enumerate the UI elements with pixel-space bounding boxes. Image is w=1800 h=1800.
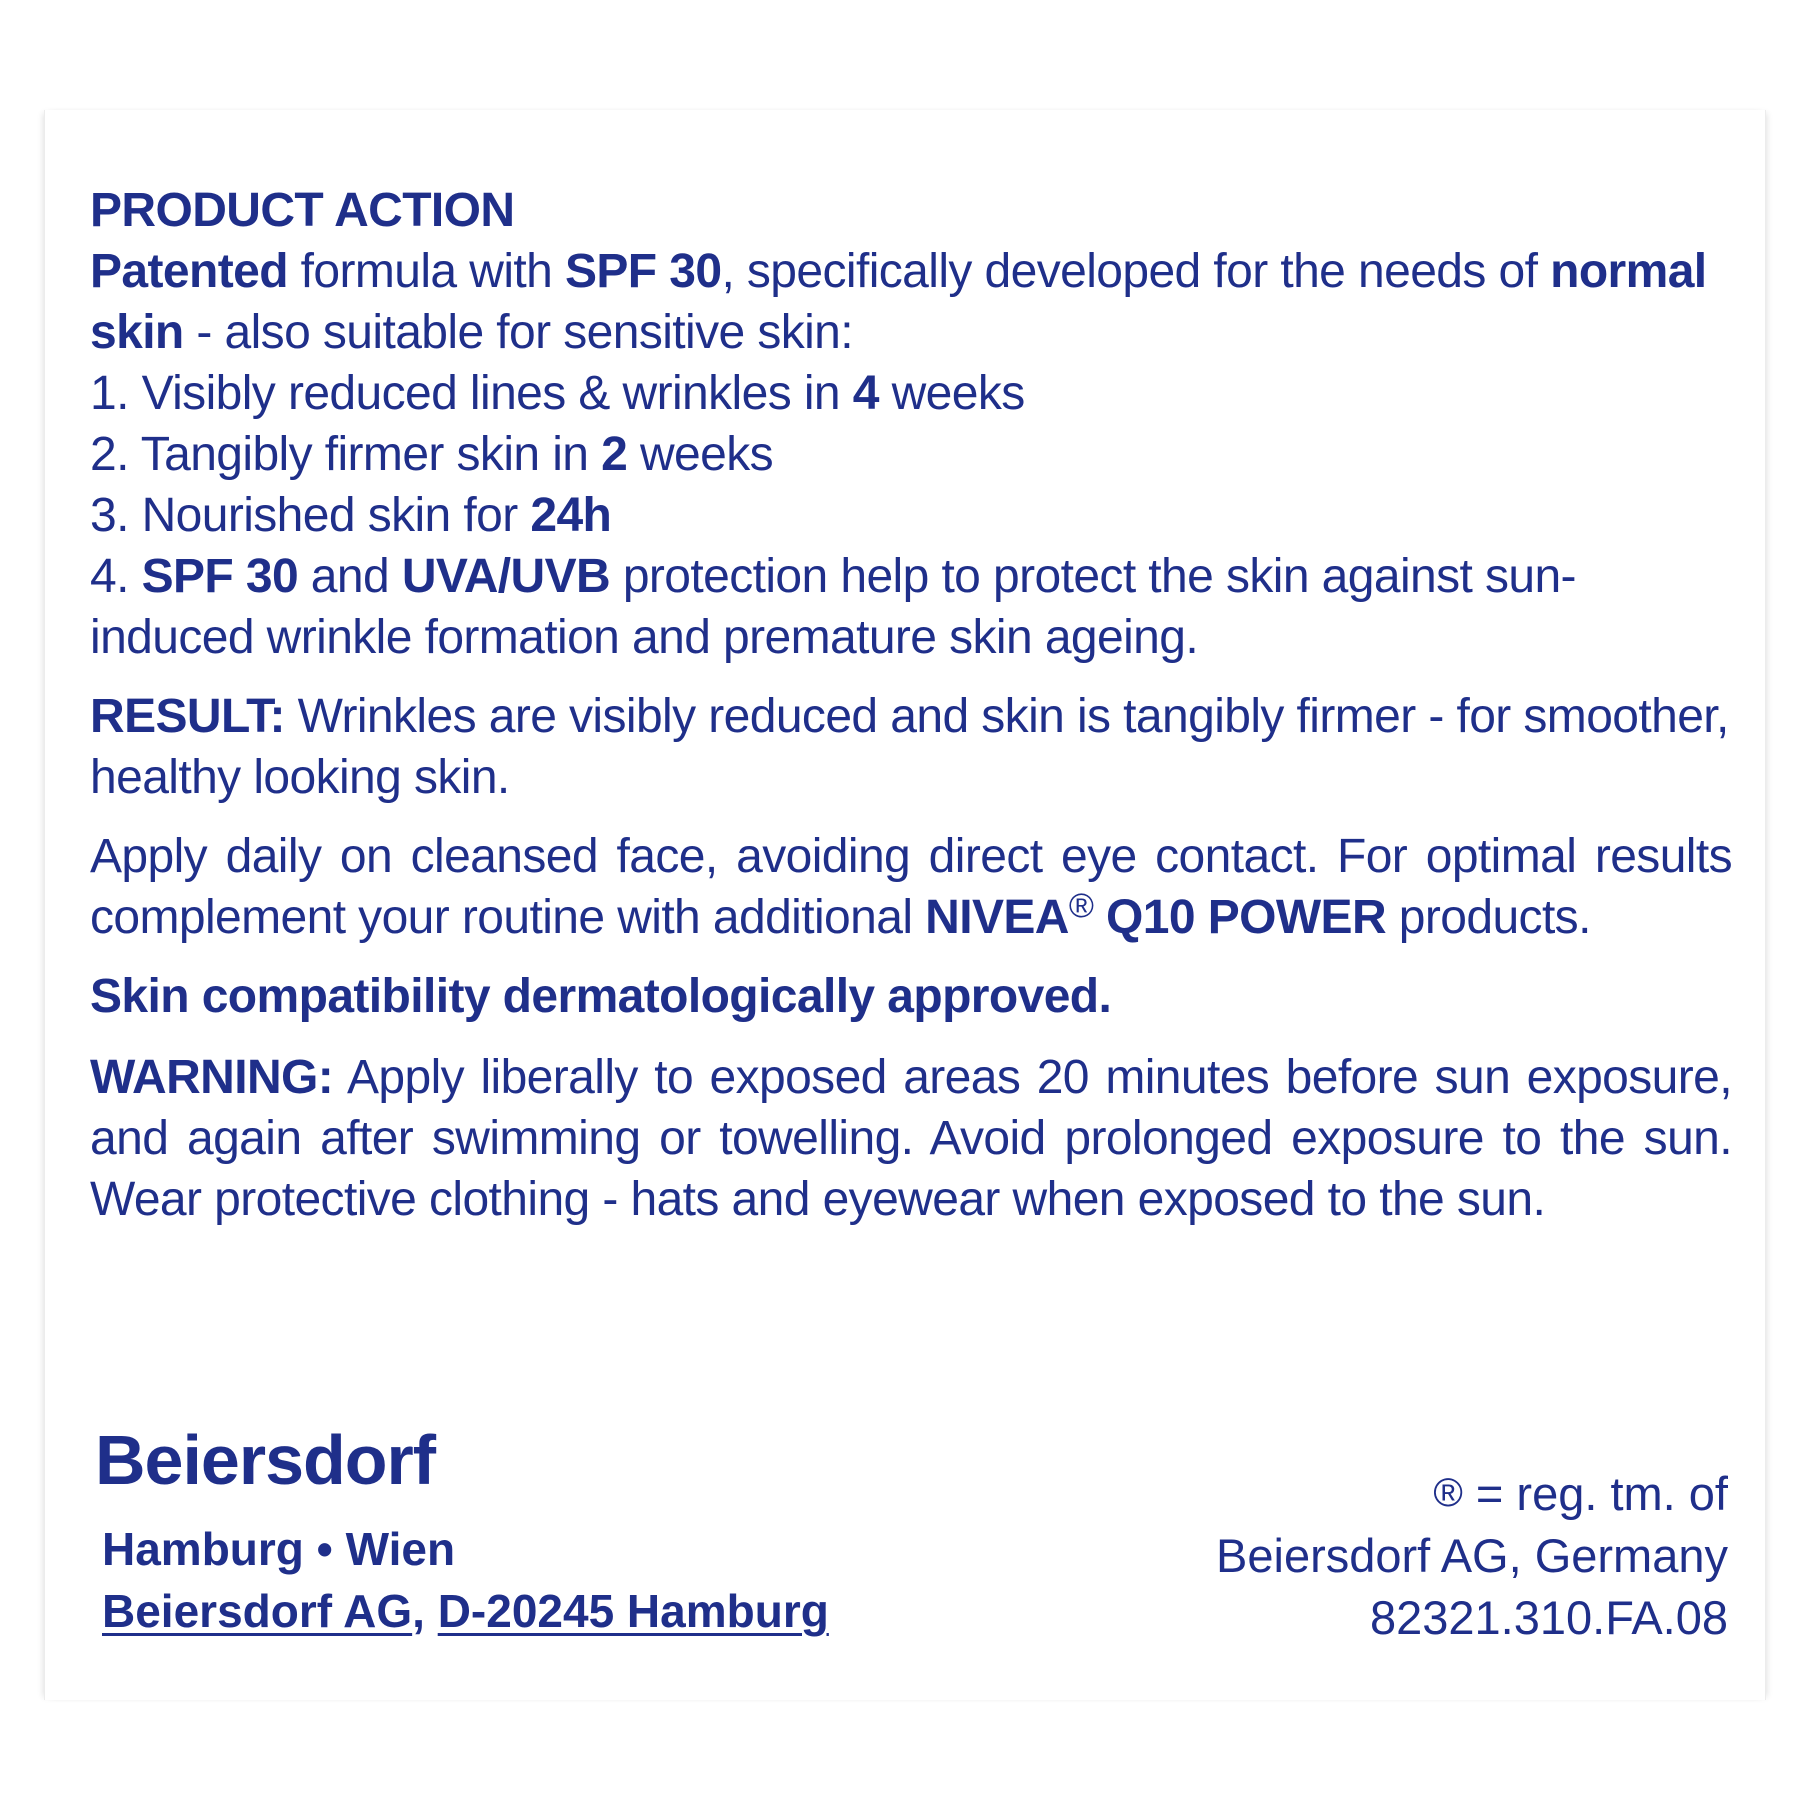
product-code: 82321.310.FA.08 [1369, 1591, 1728, 1644]
trademark-line: ® = reg. tm. of [1216, 1462, 1728, 1525]
label-text [90, 180, 1732, 1230]
registered-mark: ® [1068, 887, 1094, 925]
manufacturer-address [102, 1518, 829, 1642]
company-line: Beiersdorf AG, D-20245 Hamburg [102, 1585, 829, 1637]
beiersdorf-logo: Beiersdorf [95, 1421, 436, 1499]
result-label: RESULT: [90, 690, 285, 743]
usage-paragraph: Apply daily on cleansed face, avoiding direct eye contact. For optimal results complement your routine with additional NIVEA® Q10 POWER products. [90, 830, 1732, 944]
trademark-info [1216, 1462, 1728, 1649]
cities: Hamburg • Wien [102, 1523, 456, 1575]
product-action-intro: Patented formula with SPF 30, specifically developed for the needs of normal skin - also suitable for sensitive skin: [90, 245, 1707, 359]
trademark-owner: Beiersdorf AG, Germany [1216, 1529, 1728, 1582]
list-item: 1. Visibly reduced lines & wrinkles in 4 weeks [90, 367, 1025, 420]
warning-paragraph: WARNING: Apply liberally to exposed areas 20 minutes before sun exposure, and again after swimming or towelling. Avoid prolonged exposure to the sun. Wear protective clothing - hats and eyewear when exposed to the sun. [90, 1051, 1732, 1226]
result-paragraph: RESULT: Wrinkles are visibly reduced and skin is tangibly firmer - for smoother, healthy looking skin. [90, 690, 1729, 804]
list-item: 3. Nourished skin for 24h [90, 489, 612, 542]
list-item: 2. Tangibly firmer skin in 2 weeks [90, 428, 774, 481]
compatibility-note: Skin compatibility dermatologically approved. [90, 970, 1112, 1023]
product-action-heading: PRODUCT ACTION [90, 184, 515, 237]
warning-label: WARNING: [90, 1051, 334, 1104]
list-item: 4. SPF 30 and UVA/UVB protection help to protect the skin against sun-induced wrinkle formation and premature skin ageing. [90, 550, 1576, 664]
registered-mark: ® [1433, 1471, 1463, 1515]
